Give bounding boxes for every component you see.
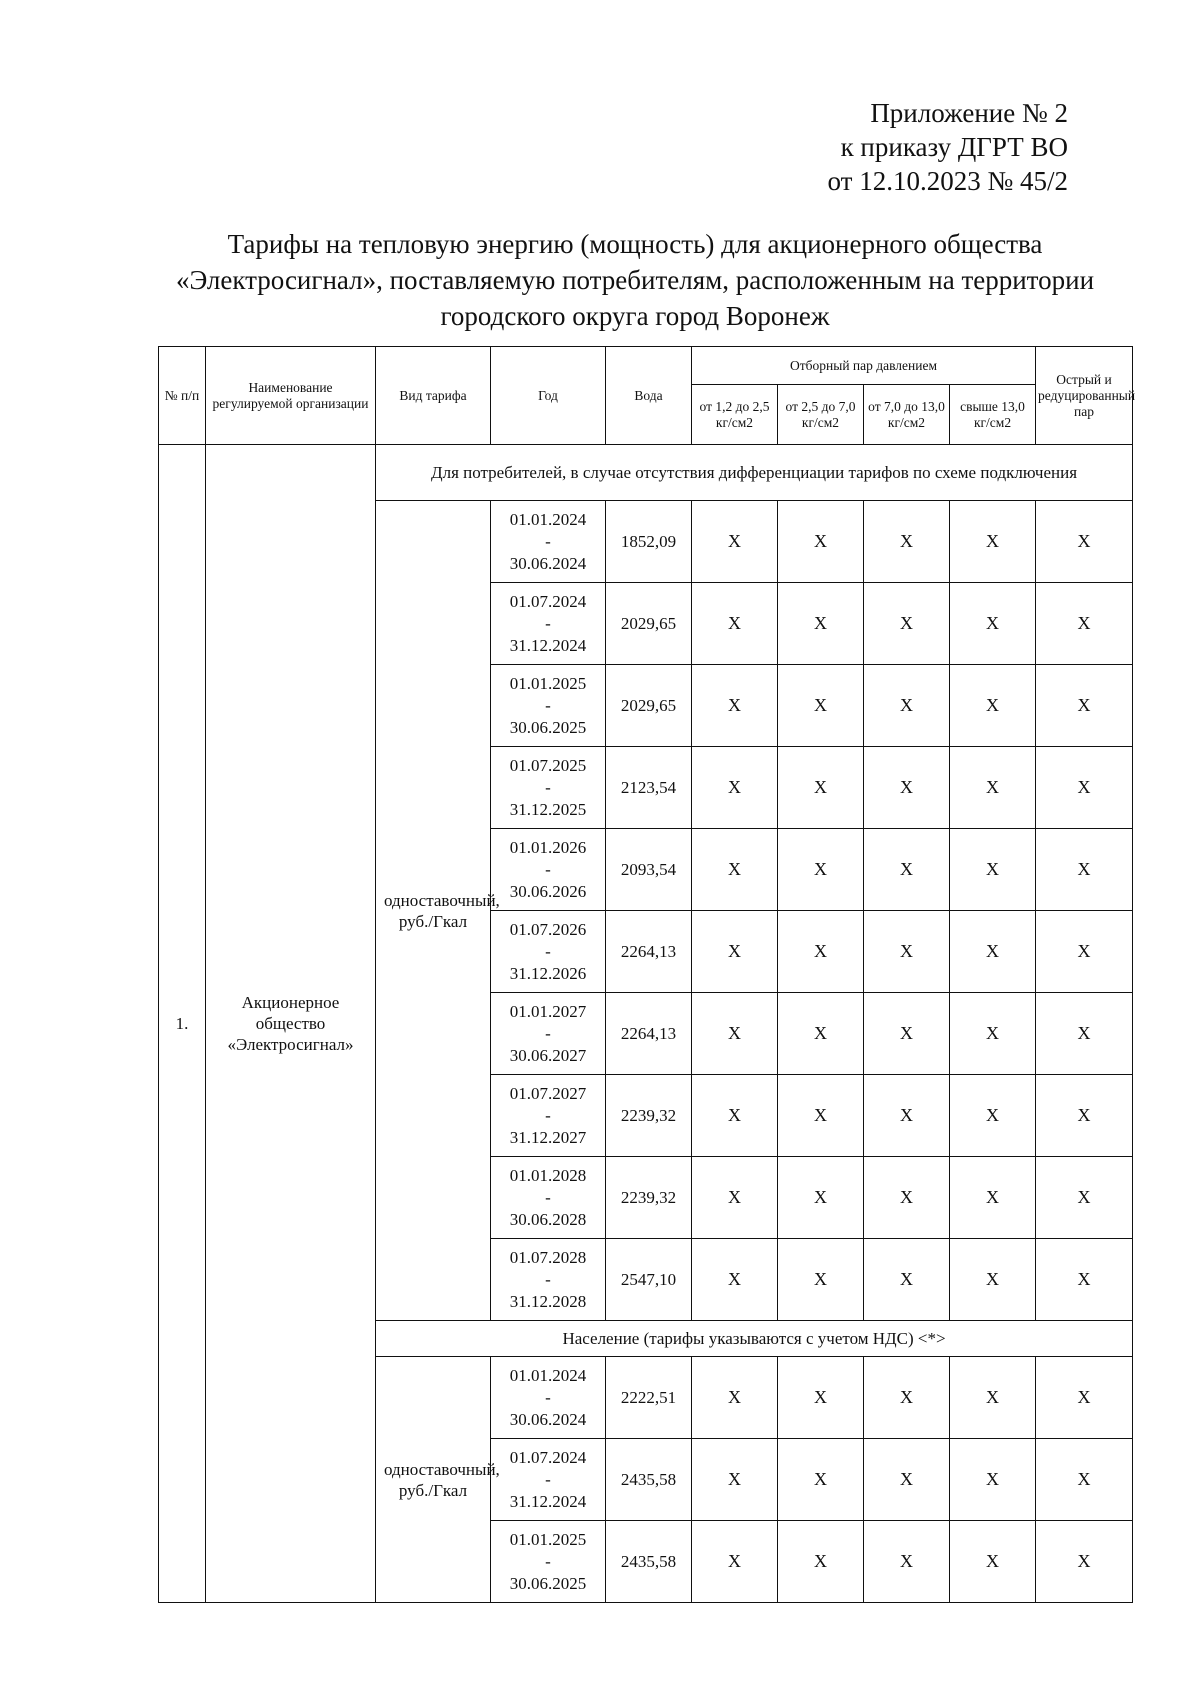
- header-pressure-1: от 1,2 до 2,5 кг/см2: [692, 385, 778, 445]
- title-line: городского округа город Воронеж: [440, 301, 830, 331]
- cross-mark: X: [1036, 911, 1133, 993]
- period-end: 31.12.2024: [509, 1491, 587, 1511]
- title-line: «Электросигнал», поставляемую потребителям, расположенным на территории: [175, 265, 1095, 295]
- period-end: 31.12.2025: [509, 799, 587, 819]
- cross-mark: X: [864, 993, 950, 1075]
- cross-mark: X: [692, 501, 778, 583]
- header-pressure-3: от 7,0 до 13,0 кг/см2: [864, 385, 950, 445]
- cross-mark: X: [1036, 747, 1133, 829]
- cross-mark: X: [692, 1357, 778, 1439]
- cross-mark: X: [864, 829, 950, 911]
- period-start: 01.01.2028: [509, 1165, 587, 1185]
- period-dash: -: [545, 1023, 551, 1043]
- period-start: 01.01.2025: [509, 1529, 587, 1549]
- cross-mark: X: [950, 1157, 1036, 1239]
- cross-mark: X: [864, 911, 950, 993]
- header-water: Вода: [606, 347, 692, 445]
- appendix-line: Приложение № 2: [870, 98, 1068, 128]
- water-value: 2093,54: [606, 829, 692, 911]
- water-value: 2264,13: [606, 993, 692, 1075]
- cross-mark: X: [1036, 1439, 1133, 1521]
- cross-mark: X: [778, 1075, 864, 1157]
- year-cell: [491, 1239, 606, 1321]
- period-start: 01.07.2024: [509, 1447, 587, 1467]
- cross-mark: X: [864, 1439, 950, 1521]
- cross-mark: X: [778, 1521, 864, 1603]
- year-cell: [491, 911, 606, 993]
- year-cell: [491, 1357, 606, 1439]
- cross-mark: X: [692, 1075, 778, 1157]
- cross-mark: X: [950, 583, 1036, 665]
- cross-mark: X: [864, 1075, 950, 1157]
- cross-mark: X: [778, 501, 864, 583]
- cross-mark: X: [864, 1521, 950, 1603]
- cross-mark: X: [864, 501, 950, 583]
- cross-mark: X: [692, 1239, 778, 1321]
- year-cell: [491, 1439, 606, 1521]
- header-row: [159, 347, 1133, 385]
- year-cell: [491, 993, 606, 1075]
- period-dash: -: [545, 1105, 551, 1125]
- cross-mark: X: [692, 665, 778, 747]
- cross-mark: X: [950, 993, 1036, 1075]
- cross-mark: X: [692, 583, 778, 665]
- water-value: 2222,51: [606, 1357, 692, 1439]
- period-start: 01.07.2027: [509, 1083, 587, 1103]
- row-number: 1.: [159, 445, 206, 1603]
- cross-mark: X: [950, 1357, 1036, 1439]
- period-dash: -: [545, 1469, 551, 1489]
- cross-mark: X: [1036, 829, 1133, 911]
- cross-mark: X: [950, 911, 1036, 993]
- section-title: Население (тарифы указываются с учетом НДС) <*>: [376, 1321, 1133, 1357]
- header-sharp-steam: Острый и редуцированный пар: [1036, 347, 1133, 445]
- cross-mark: X: [864, 665, 950, 747]
- period-start: 01.07.2026: [509, 919, 587, 939]
- tariff-type-cell: одноставочный, руб./Гкал: [376, 1357, 491, 1603]
- cross-mark: X: [950, 1075, 1036, 1157]
- cross-mark: X: [1036, 1239, 1133, 1321]
- water-value: 2239,32: [606, 1075, 692, 1157]
- cross-mark: X: [778, 665, 864, 747]
- cross-mark: X: [950, 1521, 1036, 1603]
- period-dash: -: [545, 1187, 551, 1207]
- cross-mark: X: [778, 1357, 864, 1439]
- period-dash: -: [545, 859, 551, 879]
- year-cell: [491, 1521, 606, 1603]
- cross-mark: X: [864, 747, 950, 829]
- period-start: 01.01.2026: [509, 837, 587, 857]
- appendix-reference: [828, 96, 1068, 198]
- cross-mark: X: [864, 1157, 950, 1239]
- cross-mark: X: [778, 1157, 864, 1239]
- period-end: 30.06.2025: [509, 717, 587, 737]
- org-name: Акционерное общество «Электросигнал»: [206, 445, 376, 1603]
- cross-mark: X: [950, 1239, 1036, 1321]
- period-start: 01.07.2028: [509, 1247, 587, 1267]
- document-title: [150, 226, 1120, 334]
- tariff-type-cell: одноставочный, руб./Гкал: [376, 501, 491, 1321]
- period-dash: -: [545, 941, 551, 961]
- cross-mark: X: [950, 829, 1036, 911]
- period-start: 01.01.2025: [509, 673, 587, 693]
- cross-mark: X: [864, 1239, 950, 1321]
- period-end: 30.06.2027: [509, 1045, 587, 1065]
- cross-mark: X: [1036, 993, 1133, 1075]
- cross-mark: X: [864, 1357, 950, 1439]
- period-end: 31.12.2024: [509, 635, 587, 655]
- cross-mark: X: [692, 1521, 778, 1603]
- cross-mark: X: [778, 583, 864, 665]
- cross-mark: X: [1036, 1521, 1133, 1603]
- period-dash: -: [545, 1269, 551, 1289]
- period-end: 30.06.2028: [509, 1209, 587, 1229]
- header-pressure-4: свыше 13,0 кг/см2: [950, 385, 1036, 445]
- year-cell: [491, 583, 606, 665]
- cross-mark: X: [950, 747, 1036, 829]
- period-start: 01.01.2024: [509, 1365, 587, 1385]
- cross-mark: X: [778, 1439, 864, 1521]
- cross-mark: X: [950, 501, 1036, 583]
- header-pressure-2: от 2,5 до 7,0 кг/см2: [778, 385, 864, 445]
- period-dash: -: [545, 613, 551, 633]
- section-row: [159, 445, 1133, 501]
- cross-mark: X: [692, 1439, 778, 1521]
- period-end: 30.06.2025: [509, 1573, 587, 1593]
- period-dash: -: [545, 1551, 551, 1571]
- period-end: 30.06.2024: [509, 1409, 587, 1429]
- water-value: 2264,13: [606, 911, 692, 993]
- water-value: 2123,54: [606, 747, 692, 829]
- period-start: 01.07.2025: [509, 755, 587, 775]
- cross-mark: X: [778, 829, 864, 911]
- tariff-table: [158, 346, 1136, 1603]
- year-cell: [491, 1157, 606, 1239]
- period-dash: -: [545, 695, 551, 715]
- period-end: 30.06.2026: [509, 881, 587, 901]
- period-end: 31.12.2028: [509, 1291, 587, 1311]
- order-date-line: от 12.10.2023 № 45/2: [827, 166, 1068, 196]
- cross-mark: X: [778, 1239, 864, 1321]
- water-value: 2239,32: [606, 1157, 692, 1239]
- cross-mark: X: [1036, 583, 1133, 665]
- year-cell: [491, 1075, 606, 1157]
- cross-mark: X: [1036, 501, 1133, 583]
- section-title: Для потребителей, в случае отсутствия дифференциации тарифов по схеме подключения: [376, 445, 1133, 501]
- water-value: 1852,09: [606, 501, 692, 583]
- period-dash: -: [545, 531, 551, 551]
- cross-mark: X: [1036, 665, 1133, 747]
- cross-mark: X: [778, 747, 864, 829]
- period-start: 01.01.2027: [509, 1001, 587, 1021]
- header-steam-group: Отборный пар давлением: [692, 347, 1036, 385]
- water-value: 2029,65: [606, 665, 692, 747]
- header-num: № п/п: [159, 347, 206, 445]
- year-cell: [491, 747, 606, 829]
- header-tariff-type: Вид тарифа: [376, 347, 491, 445]
- period-dash: -: [545, 777, 551, 797]
- year-cell: [491, 665, 606, 747]
- cross-mark: X: [692, 993, 778, 1075]
- header-year: Год: [491, 347, 606, 445]
- water-value: 2547,10: [606, 1239, 692, 1321]
- period-end: 31.12.2026: [509, 963, 587, 983]
- year-cell: [491, 501, 606, 583]
- period-end: 30.06.2024: [509, 553, 587, 573]
- cross-mark: X: [692, 747, 778, 829]
- cross-mark: X: [778, 911, 864, 993]
- order-line: к приказу ДГРТ ВО: [840, 132, 1068, 162]
- period-end: 31.12.2027: [509, 1127, 587, 1147]
- cross-mark: X: [950, 665, 1036, 747]
- cross-mark: X: [950, 1439, 1036, 1521]
- title-line: Тарифы на тепловую энергию (мощность) для акционерного общества: [227, 229, 1043, 259]
- cross-mark: X: [1036, 1157, 1133, 1239]
- cross-mark: X: [692, 1157, 778, 1239]
- water-value: 2029,65: [606, 583, 692, 665]
- header-org: Наименование регулируемой организации: [206, 347, 376, 445]
- cross-mark: X: [778, 993, 864, 1075]
- cross-mark: X: [692, 829, 778, 911]
- period-start: 01.01.2024: [509, 509, 587, 529]
- period-dash: -: [545, 1387, 551, 1407]
- water-value: 2435,58: [606, 1439, 692, 1521]
- period-start: 01.07.2024: [509, 591, 587, 611]
- cross-mark: X: [864, 583, 950, 665]
- cross-mark: X: [692, 911, 778, 993]
- year-cell: [491, 829, 606, 911]
- cross-mark: X: [1036, 1075, 1133, 1157]
- water-value: 2435,58: [606, 1521, 692, 1603]
- cross-mark: X: [1036, 1357, 1133, 1439]
